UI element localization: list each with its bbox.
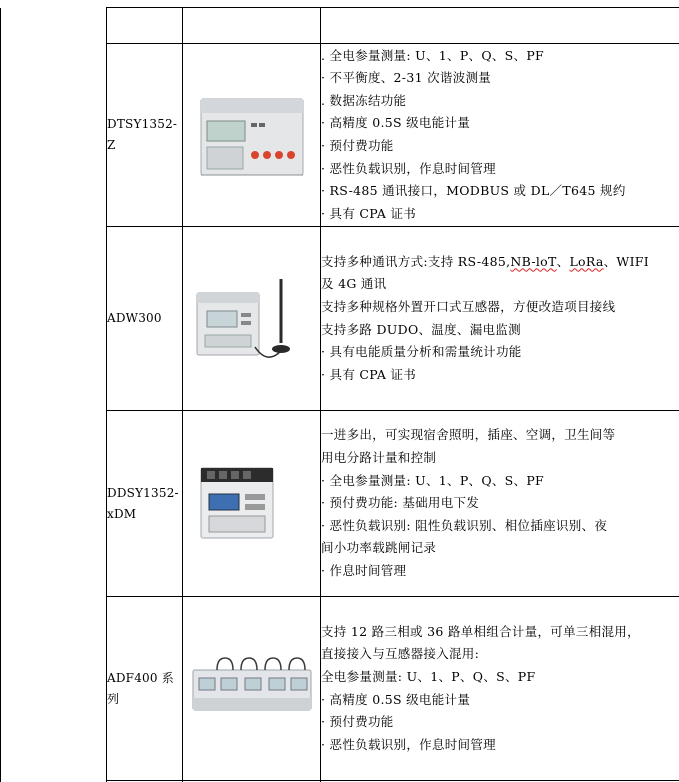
product-spec-table xyxy=(106,7,679,782)
desc-line: 及 4G 通讯 xyxy=(321,276,387,292)
product-image-cell xyxy=(183,227,321,411)
din-rail-three-phase-meter-icon xyxy=(193,85,311,185)
desc-line: · 具有 CPA 证书 xyxy=(321,205,417,221)
desc-line: · 作息时间管理 xyxy=(321,562,407,578)
description-cell xyxy=(321,44,679,227)
desc-line: . 数据冻结功能 xyxy=(321,92,407,108)
desc-line: · 不平衡度、2-31 次谐波测量 xyxy=(321,70,492,86)
desc-line: 用电分路计量和控制 xyxy=(321,450,437,466)
desc-line: · 具有 CPA 证书 xyxy=(321,366,417,382)
desc-line: . 全电参量测量: U、1、P、Q、S、PF xyxy=(321,47,545,63)
table-row xyxy=(107,597,679,781)
single-phase-multi-circuit-meter-icon xyxy=(193,454,311,554)
desc-line: · 具有电能质量分析和需量统计功能 xyxy=(321,344,522,360)
desc-line: 全电参量测量: U、1、P、Q、S、PF xyxy=(321,668,536,684)
desc-line: · 全电参量测量: U、1、P、Q、S、PF xyxy=(321,472,545,488)
misspelled-word: NB-loT xyxy=(510,253,557,269)
model-cell: DDSY1352- xDM xyxy=(107,411,183,597)
desc-text: 支持多种通讯方式:支持 RS-485, xyxy=(321,253,511,269)
desc-text: 、WIFI xyxy=(603,253,650,269)
left-margin-line xyxy=(0,8,1,782)
desc-line: · 恶性负载识别，作息时间管理 xyxy=(321,736,496,752)
table-row xyxy=(107,227,679,411)
table-row xyxy=(107,411,679,597)
desc-line: 支持 12 路三相或 36 路单相组合计量，可单三相混用， xyxy=(321,623,640,639)
product-image-cell xyxy=(183,44,321,227)
desc-line: · 预付费功能 xyxy=(321,714,394,730)
desc-line: · 高精度 0.5S 级电能计量 xyxy=(321,691,471,707)
model-cell: DTSY1352- Z xyxy=(107,44,183,227)
header-cell-desc xyxy=(321,8,679,44)
model-cell: ADW300 xyxy=(107,227,183,411)
wireless-meter-with-antenna-icon xyxy=(193,269,311,369)
product-image-cell xyxy=(183,411,321,597)
description-cell xyxy=(321,411,679,597)
table-row xyxy=(107,44,679,227)
desc-line: 一进多出，可实现宿舍照明，插座、空调，卫生间等 xyxy=(321,427,616,443)
header-cell-model xyxy=(107,8,183,44)
desc-line: · 预付费功能: 基础用电下发 xyxy=(321,495,480,511)
desc-line: · 恶性负载识别，作息时间管理 xyxy=(321,160,496,176)
desc-line: 间小功率载跳闸记录 xyxy=(321,540,437,556)
desc-line: 支持多种规格外置开口式互感器，方便改造项目接线 xyxy=(321,298,616,314)
product-image-cell xyxy=(183,597,321,781)
description-cell xyxy=(321,227,679,411)
desc-line: · 预付费功能 xyxy=(321,138,394,153)
multi-user-meter-module-icon xyxy=(191,654,313,724)
desc-line: 直接接入与互感器接入混用: xyxy=(321,646,480,662)
misspelled-word: LoRa xyxy=(569,253,604,269)
desc-text: 、 xyxy=(556,253,570,269)
description-cell xyxy=(321,597,679,781)
desc-line: · 恶性负载识别: 阻性负载识别、相位插座识别、夜 xyxy=(321,517,608,533)
desc-line: 支持多路 DUDO、温度、漏电监测 xyxy=(321,321,521,337)
desc-line: · 高精度 0.5S 级电能计量 xyxy=(321,115,471,131)
header-cell-image xyxy=(183,8,321,44)
model-cell: ADF400 系 列 xyxy=(107,597,183,781)
desc-line-comm xyxy=(321,251,679,274)
desc-line: · RS-485 通讯接口，MODBUS 或 DL／T645 规约 xyxy=(321,183,626,199)
header-row xyxy=(107,8,679,44)
